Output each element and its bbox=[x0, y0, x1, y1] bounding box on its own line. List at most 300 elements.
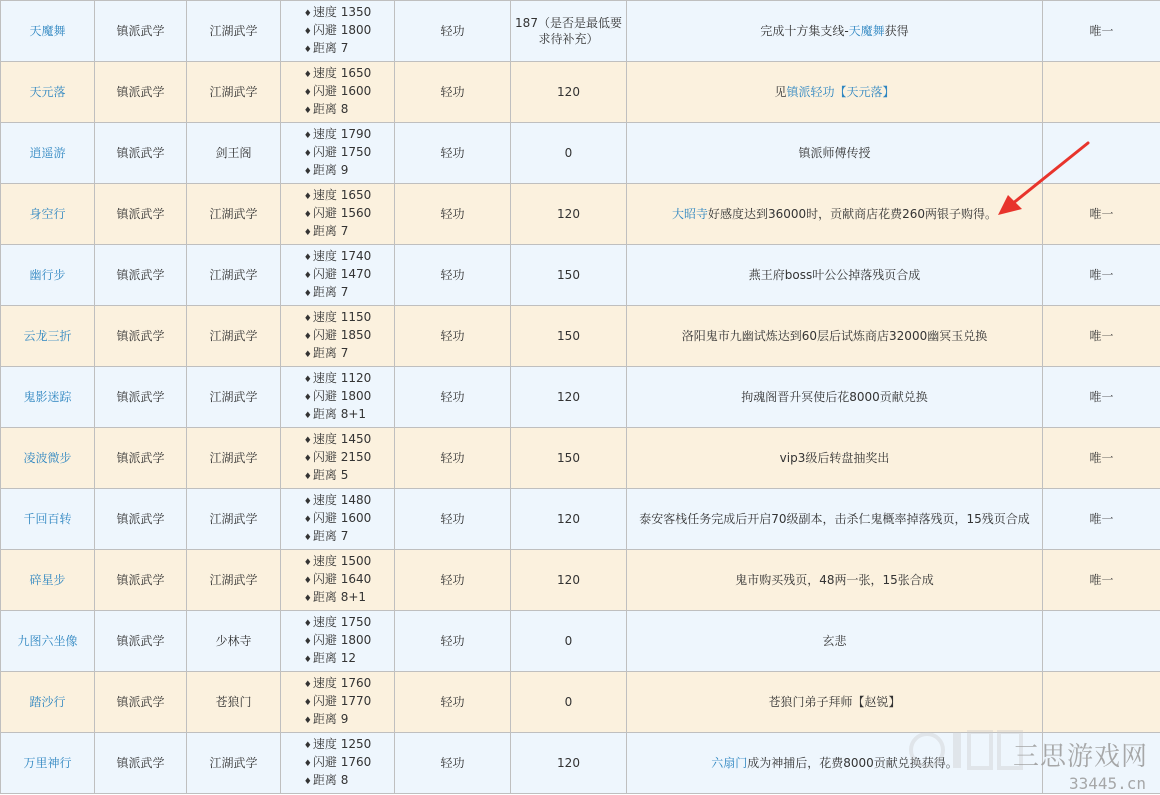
stat-label: 闪避 bbox=[312, 572, 337, 586]
stat-value: 1470 bbox=[340, 267, 372, 281]
stats-list bbox=[304, 187, 371, 241]
level-cell: 120 bbox=[511, 550, 627, 611]
obtain-cell bbox=[627, 489, 1043, 550]
skill-name-link[interactable]: 鬼影迷踪 bbox=[23, 390, 72, 404]
school-cell: 镇派武学 bbox=[95, 489, 187, 550]
skill-name-cell bbox=[1, 1, 95, 62]
stat-dodge bbox=[304, 449, 371, 467]
stat-value: 5 bbox=[340, 468, 349, 482]
stat-dodge bbox=[304, 754, 371, 772]
stat-value: 9 bbox=[340, 712, 349, 726]
level-cell: 187（是否是最低要求待补充） bbox=[511, 1, 627, 62]
stat-label: 距离 bbox=[312, 163, 337, 177]
type-cell: 轻功 bbox=[395, 1, 511, 62]
table-row bbox=[1, 428, 1160, 489]
stat-dodge bbox=[304, 144, 371, 162]
stat-speed bbox=[304, 187, 371, 205]
stat-value: 1500 bbox=[340, 554, 372, 568]
diamond-bullet-icon: ♦ bbox=[303, 515, 312, 525]
level-cell: 120 bbox=[511, 367, 627, 428]
stat-label: 距离 bbox=[312, 529, 337, 543]
stat-label: 距离 bbox=[312, 407, 337, 421]
diamond-bullet-icon: ♦ bbox=[303, 759, 312, 769]
stats-cell bbox=[281, 489, 395, 550]
source-cell: 江湖武学 bbox=[187, 306, 281, 367]
stat-label: 距离 bbox=[312, 224, 337, 238]
unique-cell bbox=[1043, 123, 1160, 184]
skill-name-cell bbox=[1, 428, 95, 489]
stat-label: 速度 bbox=[312, 66, 337, 80]
stat-dodge bbox=[304, 571, 371, 589]
obtain-text: vip3级后转盘抽奖出 bbox=[779, 451, 890, 465]
type-cell: 轻功 bbox=[395, 123, 511, 184]
obtain-link[interactable]: 镇派轻功【天元落】 bbox=[786, 85, 895, 99]
diamond-bullet-icon: ♦ bbox=[303, 393, 312, 403]
diamond-bullet-icon: ♦ bbox=[303, 655, 312, 665]
stat-range bbox=[304, 406, 371, 424]
stat-label: 闪避 bbox=[312, 267, 337, 281]
level-cell: 120 bbox=[511, 489, 627, 550]
stat-speed bbox=[304, 492, 371, 510]
diamond-bullet-icon: ♦ bbox=[303, 680, 312, 690]
stat-value: 1250 bbox=[340, 737, 372, 751]
stat-value: 1790 bbox=[340, 127, 372, 141]
school-cell: 镇派武学 bbox=[95, 62, 187, 123]
stat-range bbox=[304, 40, 371, 58]
obtain-text: 好感度达到36000时，贡献商店花费260两银子购得。 bbox=[707, 207, 998, 221]
stat-label: 距离 bbox=[312, 346, 337, 360]
unique-cell: 唯一 bbox=[1043, 184, 1160, 245]
stats-list bbox=[304, 309, 371, 363]
stats-list bbox=[304, 370, 371, 424]
table-body bbox=[1, 1, 1160, 794]
table-row bbox=[1, 367, 1160, 428]
stat-label: 闪避 bbox=[312, 145, 337, 159]
stat-value: 7 bbox=[340, 41, 349, 55]
unique-cell: 唯一 bbox=[1043, 367, 1160, 428]
skill-name-cell bbox=[1, 123, 95, 184]
type-cell: 轻功 bbox=[395, 367, 511, 428]
unique-cell: 唯一 bbox=[1043, 245, 1160, 306]
type-cell: 轻功 bbox=[395, 550, 511, 611]
stat-label: 闪避 bbox=[312, 755, 337, 769]
obtain-text: 鬼市购买残页，48两一张，15张合成 bbox=[735, 573, 934, 587]
school-cell: 镇派武学 bbox=[95, 184, 187, 245]
unique-cell: 唯一 bbox=[1043, 306, 1160, 367]
type-cell: 轻功 bbox=[395, 428, 511, 489]
skill-name-link[interactable]: 幽行步 bbox=[29, 268, 66, 282]
stat-value: 1600 bbox=[340, 84, 372, 98]
obtain-cell bbox=[627, 245, 1043, 306]
obtain-link[interactable]: 大昭寺 bbox=[671, 207, 708, 221]
stats-list bbox=[304, 4, 371, 58]
obtain-cell bbox=[627, 550, 1043, 611]
stat-value: 1800 bbox=[340, 389, 372, 403]
stats-cell bbox=[281, 306, 395, 367]
stats-cell bbox=[281, 611, 395, 672]
diamond-bullet-icon: ♦ bbox=[303, 27, 312, 37]
stat-label: 速度 bbox=[312, 737, 337, 751]
stats-cell bbox=[281, 733, 395, 794]
stat-label: 距离 bbox=[312, 285, 337, 299]
stats-list bbox=[304, 553, 371, 607]
stat-speed bbox=[304, 431, 371, 449]
diamond-bullet-icon: ♦ bbox=[303, 619, 312, 629]
source-cell: 剑王阁 bbox=[187, 123, 281, 184]
unique-cell: 唯一 bbox=[1043, 428, 1160, 489]
stat-label: 距离 bbox=[312, 41, 337, 55]
stat-value: 1640 bbox=[340, 572, 372, 586]
source-cell: 江湖武学 bbox=[187, 367, 281, 428]
stat-range bbox=[304, 772, 371, 790]
obtain-cell bbox=[627, 306, 1043, 367]
stat-dodge bbox=[304, 693, 371, 711]
stats-cell bbox=[281, 550, 395, 611]
diamond-bullet-icon: ♦ bbox=[303, 70, 312, 80]
stats-list bbox=[304, 614, 371, 668]
stat-range bbox=[304, 162, 371, 180]
level-cell: 0 bbox=[511, 611, 627, 672]
stat-value: 2150 bbox=[340, 450, 372, 464]
stat-range bbox=[304, 589, 371, 607]
stat-dodge bbox=[304, 327, 371, 345]
obtain-link[interactable]: 天魔舞 bbox=[848, 24, 885, 38]
stat-speed bbox=[304, 126, 371, 144]
obtain-text: 获得 bbox=[884, 24, 909, 38]
stat-dodge bbox=[304, 205, 371, 223]
obtain-cell bbox=[627, 62, 1043, 123]
stat-value: 1760 bbox=[340, 676, 372, 690]
watermark-domain: 33445.cn bbox=[1068, 774, 1146, 793]
stat-value: 1450 bbox=[340, 432, 372, 446]
type-cell: 轻功 bbox=[395, 489, 511, 550]
diamond-bullet-icon: ♦ bbox=[303, 716, 312, 726]
skill-name-link[interactable]: 逍遥游 bbox=[29, 146, 66, 160]
skill-name-link[interactable]: 万里神行 bbox=[23, 756, 72, 770]
skill-name-cell bbox=[1, 489, 95, 550]
type-cell: 轻功 bbox=[395, 733, 511, 794]
stat-speed bbox=[304, 736, 371, 754]
stat-value: 8+1 bbox=[340, 407, 367, 421]
skill-name-cell bbox=[1, 367, 95, 428]
diamond-bullet-icon: ♦ bbox=[303, 88, 312, 98]
obtain-cell bbox=[627, 123, 1043, 184]
skill-name-link[interactable]: 碎星步 bbox=[29, 573, 66, 587]
table-row bbox=[1, 489, 1160, 550]
table-row bbox=[1, 123, 1160, 184]
diamond-bullet-icon: ♦ bbox=[303, 436, 312, 446]
stat-value: 1750 bbox=[340, 145, 372, 159]
diamond-bullet-icon: ♦ bbox=[303, 576, 312, 586]
stat-label: 速度 bbox=[312, 310, 337, 324]
stat-value: 1120 bbox=[340, 371, 372, 385]
stat-value: 1850 bbox=[340, 328, 372, 342]
type-cell: 轻功 bbox=[395, 672, 511, 733]
obtain-text: 成为神捕后，花费8000贡献兑换获得。 bbox=[747, 756, 958, 770]
type-cell: 轻功 bbox=[395, 306, 511, 367]
obtain-text: 拘魂阁晋升冥使后花8000贡献兑换 bbox=[741, 390, 928, 404]
stat-speed bbox=[304, 675, 371, 693]
stat-value: 1650 bbox=[340, 188, 372, 202]
stat-value: 8 bbox=[340, 102, 349, 116]
school-cell: 镇派武学 bbox=[95, 611, 187, 672]
skill-name-cell bbox=[1, 184, 95, 245]
source-cell: 江湖武学 bbox=[187, 245, 281, 306]
stat-value: 1770 bbox=[340, 694, 372, 708]
skill-name-link[interactable]: 云龙三折 bbox=[23, 329, 72, 343]
school-cell: 镇派武学 bbox=[95, 123, 187, 184]
obtain-text: 玄悲 bbox=[822, 634, 847, 648]
stat-value: 8 bbox=[340, 773, 349, 787]
level-cell: 150 bbox=[511, 306, 627, 367]
skill-name-link[interactable]: 天元落 bbox=[29, 85, 66, 99]
stat-label: 距离 bbox=[312, 102, 337, 116]
stat-range bbox=[304, 650, 371, 668]
stats-list bbox=[304, 431, 371, 485]
skill-name-link[interactable]: 天魔舞 bbox=[29, 24, 66, 38]
diamond-bullet-icon: ♦ bbox=[303, 271, 312, 281]
type-cell: 轻功 bbox=[395, 611, 511, 672]
stat-value: 1150 bbox=[340, 310, 372, 324]
stats-list bbox=[304, 492, 371, 546]
level-cell: 120 bbox=[511, 733, 627, 794]
school-cell: 镇派武学 bbox=[95, 550, 187, 611]
stat-label: 闪避 bbox=[312, 511, 337, 525]
watermark-logo bbox=[905, 720, 1025, 780]
diamond-bullet-icon: ♦ bbox=[303, 454, 312, 464]
stat-value: 1480 bbox=[340, 493, 372, 507]
skill-name-cell bbox=[1, 306, 95, 367]
obtain-cell bbox=[627, 428, 1043, 489]
school-cell: 镇派武学 bbox=[95, 1, 187, 62]
stat-value: 7 bbox=[340, 285, 349, 299]
stat-label: 距离 bbox=[312, 712, 337, 726]
diamond-bullet-icon: ♦ bbox=[303, 350, 312, 360]
diamond-bullet-icon: ♦ bbox=[303, 472, 312, 482]
obtain-cell bbox=[627, 611, 1043, 672]
obtain-text: 泰安客栈任务完成后开启70级副本，击杀仁鬼概率掉落残页，15残页合成 bbox=[639, 512, 1030, 526]
stat-speed bbox=[304, 553, 371, 571]
type-cell: 轻功 bbox=[395, 245, 511, 306]
stat-speed bbox=[304, 309, 371, 327]
stat-label: 速度 bbox=[312, 432, 337, 446]
diamond-bullet-icon: ♦ bbox=[303, 314, 312, 324]
stats-cell bbox=[281, 1, 395, 62]
skill-name-link[interactable]: 凌波微步 bbox=[23, 451, 72, 465]
stat-label: 速度 bbox=[312, 493, 337, 507]
skill-name-cell bbox=[1, 672, 95, 733]
stat-dodge bbox=[304, 22, 371, 40]
type-cell: 轻功 bbox=[395, 184, 511, 245]
stat-label: 距离 bbox=[312, 590, 337, 604]
stats-list bbox=[304, 675, 371, 729]
obtain-text: 苍狼门弟子拜师【赵锐】 bbox=[768, 695, 901, 709]
level-cell: 120 bbox=[511, 62, 627, 123]
stat-label: 速度 bbox=[312, 188, 337, 202]
stat-value: 1560 bbox=[340, 206, 372, 220]
diamond-bullet-icon: ♦ bbox=[303, 637, 312, 647]
stat-label: 距离 bbox=[312, 773, 337, 787]
watermark-site-name: 三思游戏网 bbox=[1012, 742, 1148, 772]
stat-dodge bbox=[304, 510, 371, 528]
stats-list bbox=[304, 248, 371, 302]
stat-label: 速度 bbox=[312, 554, 337, 568]
diamond-bullet-icon: ♦ bbox=[303, 594, 312, 604]
stat-label: 闪避 bbox=[312, 84, 337, 98]
obtain-text: 见 bbox=[774, 85, 787, 99]
diamond-bullet-icon: ♦ bbox=[303, 533, 312, 543]
skill-name-link[interactable]: 踏沙行 bbox=[29, 695, 66, 709]
obtain-text: 燕王府boss叶公公掉落残页合成 bbox=[748, 268, 921, 282]
stat-range bbox=[304, 711, 371, 729]
diamond-bullet-icon: ♦ bbox=[303, 167, 312, 177]
source-cell: 江湖武学 bbox=[187, 489, 281, 550]
stat-value: 7 bbox=[340, 529, 349, 543]
source-cell: 江湖武学 bbox=[187, 184, 281, 245]
level-cell: 0 bbox=[511, 123, 627, 184]
skill-name-cell bbox=[1, 733, 95, 794]
stats-list bbox=[304, 65, 371, 119]
stat-speed bbox=[304, 4, 371, 22]
table-row bbox=[1, 245, 1160, 306]
stat-dodge bbox=[304, 83, 371, 101]
school-cell: 镇派武学 bbox=[95, 245, 187, 306]
skill-name-link[interactable]: 身空行 bbox=[29, 207, 66, 221]
diamond-bullet-icon: ♦ bbox=[303, 411, 312, 421]
diamond-bullet-icon: ♦ bbox=[303, 131, 312, 141]
source-cell: 少林寺 bbox=[187, 611, 281, 672]
stat-speed bbox=[304, 65, 371, 83]
school-cell: 镇派武学 bbox=[95, 306, 187, 367]
diamond-bullet-icon: ♦ bbox=[303, 558, 312, 568]
obtain-link[interactable]: 六扇门 bbox=[711, 756, 748, 770]
diamond-bullet-icon: ♦ bbox=[303, 253, 312, 263]
stat-label: 速度 bbox=[312, 127, 337, 141]
table-row bbox=[1, 550, 1160, 611]
stat-value: 1760 bbox=[340, 755, 372, 769]
stat-range bbox=[304, 528, 371, 546]
school-cell: 镇派武学 bbox=[95, 733, 187, 794]
type-cell: 轻功 bbox=[395, 62, 511, 123]
stat-value: 1600 bbox=[340, 511, 372, 525]
skill-name-cell bbox=[1, 550, 95, 611]
stat-label: 闪避 bbox=[312, 694, 337, 708]
level-cell: 0 bbox=[511, 672, 627, 733]
diamond-bullet-icon: ♦ bbox=[303, 497, 312, 507]
diamond-bullet-icon: ♦ bbox=[303, 106, 312, 116]
source-cell: 江湖武学 bbox=[187, 1, 281, 62]
unique-cell bbox=[1043, 611, 1160, 672]
stat-label: 速度 bbox=[312, 615, 337, 629]
source-cell: 江湖武学 bbox=[187, 62, 281, 123]
skill-name-cell bbox=[1, 611, 95, 672]
stat-speed bbox=[304, 248, 371, 266]
stat-range bbox=[304, 223, 371, 241]
stat-value: 1800 bbox=[340, 23, 372, 37]
stat-dodge bbox=[304, 266, 371, 284]
stat-label: 速度 bbox=[312, 5, 337, 19]
skill-name-link[interactable]: 九图六坐像 bbox=[17, 634, 78, 648]
unique-cell bbox=[1043, 672, 1160, 733]
obtain-cell bbox=[627, 367, 1043, 428]
stat-value: 7 bbox=[340, 346, 349, 360]
obtain-cell bbox=[627, 184, 1043, 245]
diamond-bullet-icon: ♦ bbox=[303, 210, 312, 220]
stat-value: 1750 bbox=[340, 615, 372, 629]
diamond-bullet-icon: ♦ bbox=[303, 332, 312, 342]
stat-speed bbox=[304, 614, 371, 632]
stat-label: 距离 bbox=[312, 468, 337, 482]
diamond-bullet-icon: ♦ bbox=[303, 741, 312, 751]
stat-value: 1800 bbox=[340, 633, 372, 647]
stat-label: 闪避 bbox=[312, 633, 337, 647]
stats-cell bbox=[281, 428, 395, 489]
unique-cell: 唯一 bbox=[1043, 489, 1160, 550]
stats-cell bbox=[281, 245, 395, 306]
unique-cell: 唯一 bbox=[1043, 1, 1160, 62]
skill-name-link[interactable]: 千回百转 bbox=[23, 512, 72, 526]
stat-value: 8+1 bbox=[340, 590, 367, 604]
stat-value: 1740 bbox=[340, 249, 372, 263]
stat-label: 闪避 bbox=[312, 23, 337, 37]
unique-cell: 唯一 bbox=[1043, 550, 1160, 611]
obtain-cell bbox=[627, 1, 1043, 62]
stats-cell bbox=[281, 367, 395, 428]
stat-label: 闪避 bbox=[312, 450, 337, 464]
stat-label: 闪避 bbox=[312, 206, 337, 220]
stat-range bbox=[304, 467, 371, 485]
source-cell: 江湖武学 bbox=[187, 733, 281, 794]
stat-range bbox=[304, 101, 371, 119]
diamond-bullet-icon: ♦ bbox=[303, 192, 312, 202]
stats-cell bbox=[281, 184, 395, 245]
stat-label: 闪避 bbox=[312, 389, 337, 403]
obtain-text: 洛阳鬼市九幽试炼达到60层后试炼商店32000幽冥玉兑换 bbox=[681, 329, 988, 343]
skill-name-cell bbox=[1, 245, 95, 306]
school-cell: 镇派武学 bbox=[95, 367, 187, 428]
table-row bbox=[1, 184, 1160, 245]
school-cell: 镇派武学 bbox=[95, 672, 187, 733]
level-cell: 120 bbox=[511, 184, 627, 245]
stats-list bbox=[304, 736, 371, 790]
diamond-bullet-icon: ♦ bbox=[303, 289, 312, 299]
stat-label: 速度 bbox=[312, 371, 337, 385]
stats-cell bbox=[281, 62, 395, 123]
diamond-bullet-icon: ♦ bbox=[303, 698, 312, 708]
skill-name-cell bbox=[1, 62, 95, 123]
source-cell: 苍狼门 bbox=[187, 672, 281, 733]
stat-value: 1350 bbox=[340, 5, 372, 19]
unique-cell bbox=[1043, 62, 1160, 123]
obtain-text: 完成十方集支线- bbox=[760, 24, 849, 38]
stat-value: 7 bbox=[340, 224, 349, 238]
table-row bbox=[1, 306, 1160, 367]
source-cell: 江湖武学 bbox=[187, 428, 281, 489]
stat-label: 闪避 bbox=[312, 328, 337, 342]
stat-label: 速度 bbox=[312, 249, 337, 263]
stat-speed bbox=[304, 370, 371, 388]
table-row bbox=[1, 1, 1160, 62]
diamond-bullet-icon: ♦ bbox=[303, 45, 312, 55]
stat-dodge bbox=[304, 388, 371, 406]
source-cell: 江湖武学 bbox=[187, 550, 281, 611]
stat-value: 12 bbox=[340, 651, 356, 665]
stat-value: 1650 bbox=[340, 66, 372, 80]
stat-dodge bbox=[304, 632, 371, 650]
stat-label: 速度 bbox=[312, 676, 337, 690]
stats-list bbox=[304, 126, 371, 180]
diamond-bullet-icon: ♦ bbox=[303, 228, 312, 238]
